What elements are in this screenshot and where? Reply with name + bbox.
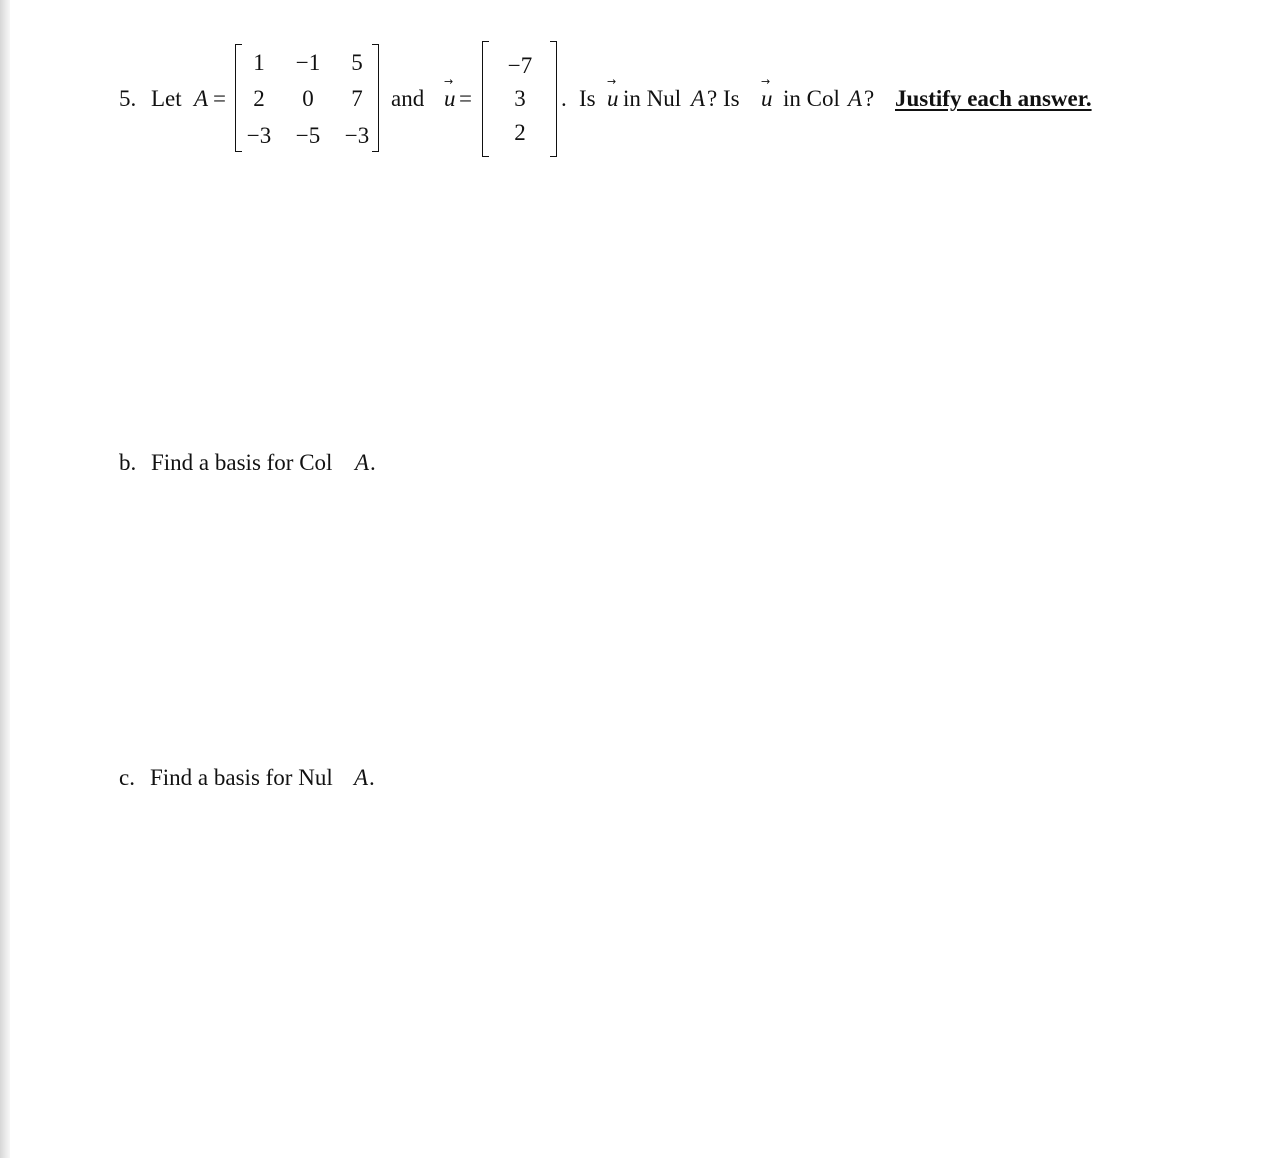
question-is-2: ? Is bbox=[707, 86, 740, 111]
vector-arrow-icon: → bbox=[761, 75, 771, 88]
and-word: and bbox=[391, 86, 425, 111]
question-col-text: in Col bbox=[783, 86, 840, 111]
part-b-end: . bbox=[370, 450, 376, 475]
matrix-a-ref: A bbox=[691, 86, 706, 111]
vector-u-cell: −7 bbox=[507, 53, 533, 78]
vector-u-name: u bbox=[444, 86, 456, 111]
question-end: ? bbox=[864, 86, 875, 111]
equals-sign-u: = bbox=[459, 86, 472, 111]
matrix-a-cell: 5 bbox=[351, 50, 363, 75]
vector-u-ref: u bbox=[607, 86, 619, 111]
matrix-a-cell: 2 bbox=[253, 86, 265, 111]
matrix-a-cell: −3 bbox=[344, 123, 370, 148]
part-b-label: b. bbox=[119, 450, 137, 475]
question-nul-text: in Nul bbox=[623, 86, 682, 111]
part-c-end: . bbox=[369, 765, 375, 790]
vector-u-cell: 2 bbox=[514, 120, 526, 145]
let-word: Let bbox=[151, 86, 182, 111]
vector-arrow-icon: → bbox=[444, 75, 454, 88]
equals-sign-a: = bbox=[213, 86, 226, 111]
period-after-vector: . bbox=[561, 86, 567, 111]
question-is-1: Is bbox=[579, 86, 596, 111]
matrix-a-ref: A bbox=[848, 86, 863, 111]
vector-u-left-bracket bbox=[482, 41, 489, 157]
matrix-a-cell: 0 bbox=[302, 86, 314, 111]
matrix-a-cell: −3 bbox=[246, 123, 272, 148]
vector-u-ref: u bbox=[761, 86, 773, 111]
problem-number: 5. bbox=[119, 86, 137, 111]
matrix-a-cell: 1 bbox=[253, 50, 265, 75]
matrix-a-cell: −5 bbox=[295, 123, 321, 148]
page-left-edge bbox=[0, 0, 10, 1158]
matrix-a-cell: 7 bbox=[351, 86, 363, 111]
matrix-a-name: A bbox=[194, 86, 209, 111]
part-b-text: Find a basis for Col bbox=[151, 450, 333, 475]
part-b-var: A bbox=[355, 450, 370, 475]
part-c-text: Find a basis for Nul bbox=[150, 765, 333, 790]
vector-arrow-icon: → bbox=[607, 75, 617, 88]
vector-u-right-bracket bbox=[550, 41, 557, 157]
matrix-a-cell: −1 bbox=[295, 50, 321, 75]
part-c-var: A bbox=[354, 765, 369, 790]
justify-instruction: Justify each answer. bbox=[895, 86, 1092, 111]
vector-u-cell: 3 bbox=[514, 86, 526, 111]
part-c-label: c. bbox=[119, 765, 135, 790]
